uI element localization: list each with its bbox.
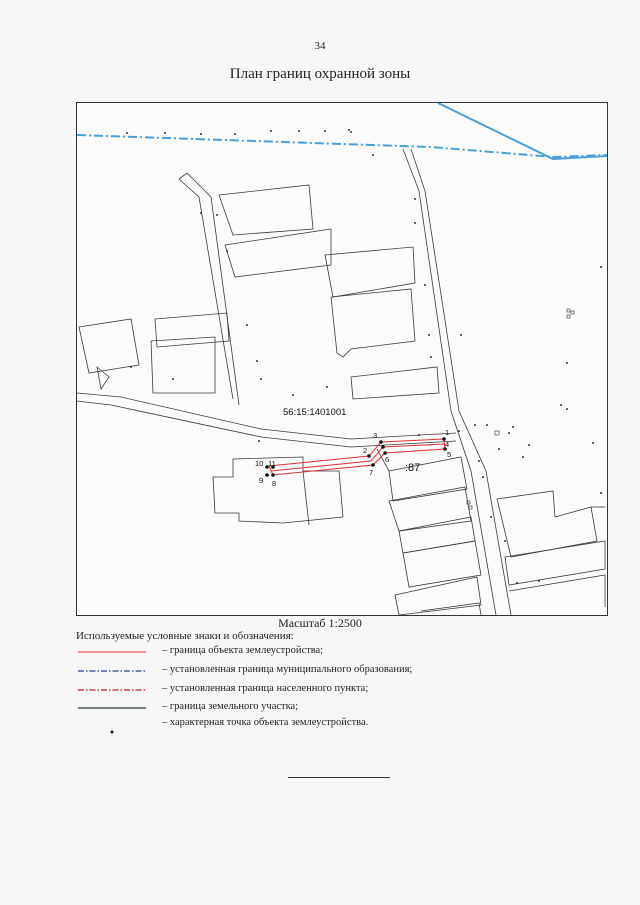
- point-1: [379, 440, 383, 444]
- building: [225, 229, 331, 277]
- boundary-plan-map: [76, 102, 608, 616]
- road-edge: [179, 173, 239, 405]
- building: [505, 541, 605, 585]
- point-label-7: 7: [369, 468, 374, 477]
- building: [325, 247, 415, 297]
- building: [219, 185, 313, 235]
- building: [403, 541, 481, 587]
- legend-item-parcel-border: [76, 701, 576, 715]
- page-title: План границ охранной зоны: [229, 66, 411, 82]
- legend-title: Используемые условные знаки и обозначения:: [76, 630, 294, 642]
- legend-item-characteristic-point: [76, 717, 576, 739]
- legend-item-settlement-border: [76, 683, 576, 697]
- point-label-8: 8: [272, 479, 277, 488]
- scale-label: Масштаб 1:2500: [278, 616, 362, 630]
- point-7: [371, 463, 375, 467]
- legend-label: – граница земельного участка;: [162, 701, 299, 712]
- point-label-5: 5: [447, 450, 452, 459]
- page-number: 34: [314, 40, 326, 52]
- signature-line: [288, 777, 390, 778]
- building: [351, 367, 439, 399]
- legend-sample-line: [76, 683, 148, 697]
- legend-label: – граница объекта землеустройства;: [162, 645, 324, 656]
- building: [213, 457, 343, 523]
- point-label-9: 9: [259, 476, 264, 485]
- legend-label: – установленная граница муниципального образования;: [162, 664, 413, 675]
- legend-item-object-border: [76, 645, 576, 659]
- road-edge: [77, 401, 456, 447]
- legend-item-municipal-border: [76, 664, 576, 678]
- parcel-label: :87: [405, 462, 421, 474]
- road-edge: [411, 149, 511, 615]
- point-label-1: 1: [445, 428, 450, 437]
- point-label-11: 11: [268, 459, 276, 468]
- point-label-2: 2: [363, 446, 368, 455]
- legend-sample-line: [76, 664, 148, 678]
- point-2: [367, 454, 371, 458]
- building: [331, 289, 415, 357]
- building: [155, 313, 229, 347]
- legend-sample-line: [76, 645, 148, 659]
- point-8: [271, 473, 275, 477]
- legend-sample-line: [76, 701, 148, 715]
- legend-label: – установленная граница населенного пункта;: [162, 683, 369, 694]
- building: [303, 471, 309, 525]
- point-label-3: 3: [373, 431, 378, 440]
- building: [389, 457, 467, 501]
- point-label-6: 6: [385, 455, 390, 464]
- cadastral-block-label: 56:15:1401001: [283, 407, 347, 418]
- legend-sample-point: [76, 717, 148, 739]
- road-edge: [77, 393, 456, 439]
- building: [389, 487, 471, 531]
- point-9: [265, 473, 269, 477]
- point-label-10: 10: [255, 459, 264, 468]
- building: [79, 319, 139, 373]
- point-label-4: 4: [445, 440, 450, 449]
- legend-label: – характерная точка объекта землеустройства.: [162, 717, 369, 728]
- point-3: [381, 445, 385, 449]
- building: [509, 575, 605, 607]
- building: [497, 491, 597, 557]
- building: [151, 337, 215, 393]
